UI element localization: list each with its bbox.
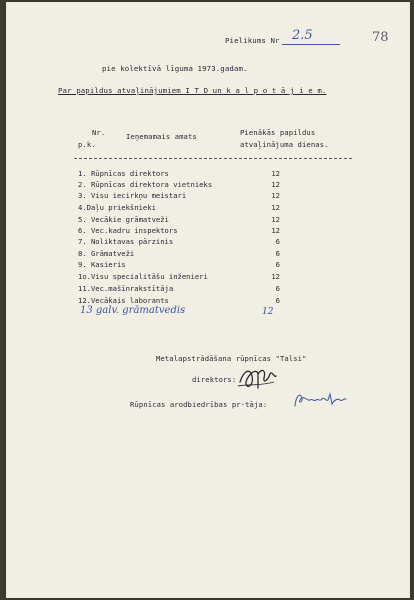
table-row	[6, 248, 410, 259]
row-days: 12	[271, 169, 280, 178]
row-title: 4.Daļu priekšnieki	[78, 203, 156, 212]
row-title: 11.Vec.mašīnrakstītāja	[78, 284, 174, 293]
row-title: 12.Vecākais laborants	[78, 296, 169, 305]
appendix-label: Pielikums Nr	[225, 36, 280, 45]
row-title: 8. Grāmatveži	[78, 249, 135, 258]
row-title: 5. Vecākie grāmatveži	[78, 215, 169, 224]
table-divider	[74, 158, 352, 159]
row-days: 12	[271, 191, 280, 200]
director-label: direktors:	[192, 375, 237, 384]
corner-page-number: 78	[372, 30, 389, 45]
table-row	[6, 259, 410, 270]
row-days: 6	[275, 284, 280, 293]
row-title: 3. Visu iecirkņu meistari	[78, 191, 187, 200]
row-days: 6	[275, 237, 280, 246]
row-days: 6	[275, 260, 280, 269]
row-days: 12	[271, 272, 280, 281]
row-title: 1o.Visu specialitāšu inženieri	[78, 272, 208, 281]
row-days: 12	[271, 203, 280, 212]
table-row	[6, 168, 410, 179]
row-days: 6	[275, 249, 280, 258]
director-signature	[236, 362, 280, 394]
table-row	[6, 179, 410, 190]
intro-line-1: pie kolektīvā līguma 1973.gadam.	[102, 64, 248, 73]
row-days: 12	[271, 180, 280, 189]
row-title: 9. Kasieris	[78, 260, 126, 269]
table-row	[6, 190, 410, 201]
document-page	[6, 2, 410, 598]
union-chair-label: Rūpnīcas arodbiedrības pr-tāja:	[130, 400, 268, 409]
row-title: 6. Vec.kadru inspektors	[78, 226, 178, 235]
row-title: 7. Noliktavas pārzinis	[78, 237, 174, 246]
table-row	[6, 271, 410, 282]
appendix-number: 2.5	[292, 28, 313, 43]
table-row	[6, 295, 410, 306]
row-title: 2. Rūpnīcas direktora vietnieks	[78, 180, 213, 189]
table-row	[6, 236, 410, 247]
intro-line-2: Par papildus atvaļinājumiem I T D un k a l p o t ā j i e m.	[58, 86, 327, 95]
handwritten-row-days: 12	[262, 307, 274, 317]
organization-line: Metalapstrādāšana rūpnīcas "Talsi"	[156, 354, 307, 363]
col-days-header-2: atvaļinājuma dienas.	[240, 140, 329, 149]
col-days-header-1: Pienākās papildus	[240, 128, 316, 137]
row-days: 6	[275, 296, 280, 305]
col-title-header: Ieņemamais amats	[126, 132, 197, 141]
row-days: 12	[271, 215, 280, 224]
handwritten-row-title: 13 galv. grāmatvedis	[80, 305, 186, 316]
col-number-header-2: p.k.	[78, 140, 96, 149]
appendix-number-underline	[282, 44, 340, 45]
table-row	[6, 283, 410, 294]
table-row	[6, 202, 410, 213]
union-chair-signature	[292, 388, 348, 412]
table-row	[6, 214, 410, 225]
row-days: 12	[271, 226, 280, 235]
table-row	[6, 225, 410, 236]
row-title: 1. Rūpnīcas direktors	[78, 169, 169, 178]
col-number-header-1: Nr.	[92, 128, 106, 137]
